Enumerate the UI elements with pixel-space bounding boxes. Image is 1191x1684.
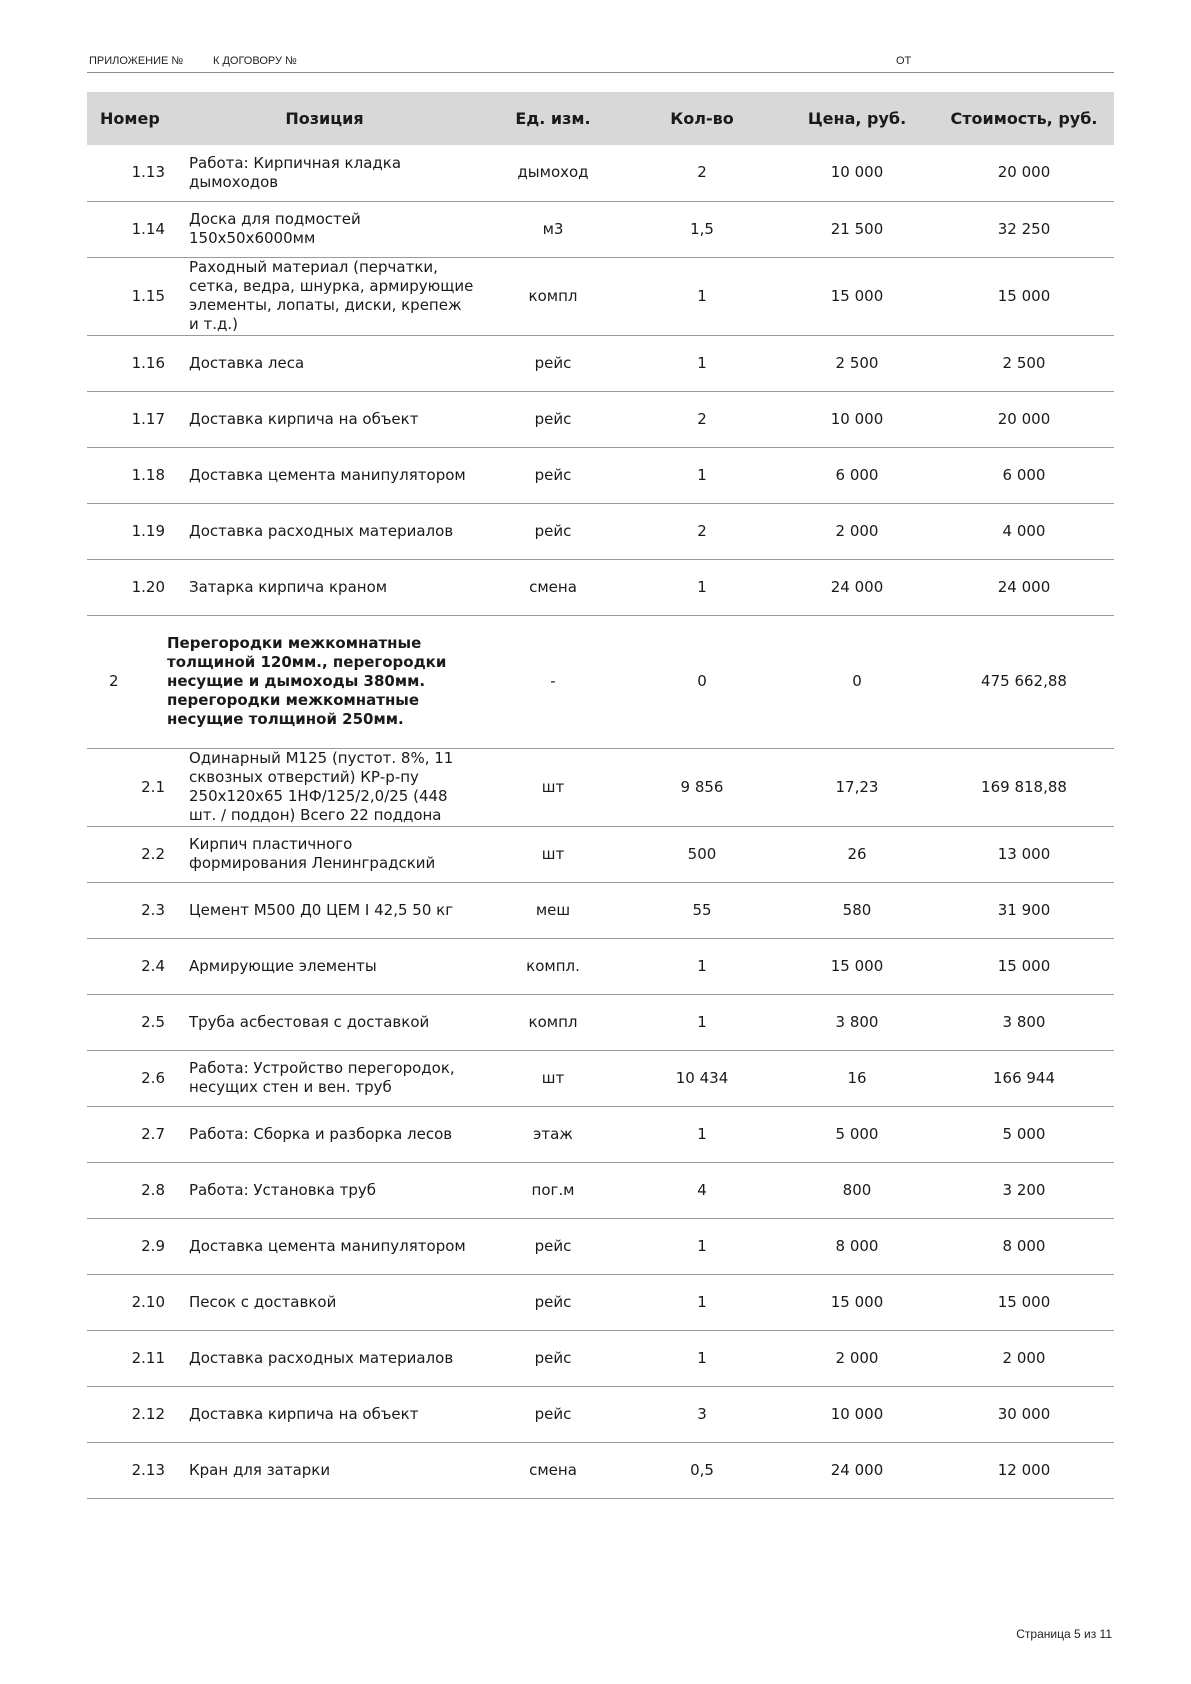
row-number: 1.14: [87, 201, 167, 257]
row-unit: компл: [482, 257, 624, 335]
row-position: Доставка расходных материалов: [167, 1330, 482, 1386]
row-price: 16: [780, 1050, 934, 1106]
row-unit: -: [482, 615, 624, 748]
row-cost: 32 250: [934, 201, 1114, 257]
row-price: 6 000: [780, 447, 934, 503]
row-number: 2.1: [87, 748, 167, 826]
page-header: [87, 55, 1114, 73]
header-divider: [87, 72, 1114, 73]
row-unit: рейс: [482, 1386, 624, 1442]
row-price: 800: [780, 1162, 934, 1218]
row-position: Труба асбестовая с доставкой: [167, 994, 482, 1050]
row-quantity: 500: [624, 826, 780, 882]
row-unit: рейс: [482, 1218, 624, 1274]
table-body: [87, 145, 1114, 1498]
row-quantity: 3: [624, 1386, 780, 1442]
row-cost: 13 000: [934, 826, 1114, 882]
row-position: Доставка леса: [167, 335, 482, 391]
table-row: [87, 447, 1114, 503]
row-position: Доставка цемента манипулятором: [167, 447, 482, 503]
row-unit: меш: [482, 882, 624, 938]
row-quantity: 1: [624, 257, 780, 335]
row-price: 2 000: [780, 503, 934, 559]
row-number: 2.5: [87, 994, 167, 1050]
row-price: 26: [780, 826, 934, 882]
row-price: 2 000: [780, 1330, 934, 1386]
row-position: Песок с доставкой: [167, 1274, 482, 1330]
row-cost: 6 000: [934, 447, 1114, 503]
table-row: [87, 1442, 1114, 1498]
column-header-price: Цена, руб.: [780, 92, 934, 145]
row-number: 2: [87, 615, 167, 748]
row-position: Доставка цемента манипулятором: [167, 1218, 482, 1274]
row-cost: 15 000: [934, 1274, 1114, 1330]
row-price: 10 000: [780, 391, 934, 447]
row-position: Доска для подмостей 150x50x6000мм: [167, 201, 482, 257]
row-unit: смена: [482, 559, 624, 615]
table-row: [87, 1050, 1114, 1106]
column-header-number: Номер: [87, 92, 167, 145]
table-row: [87, 1162, 1114, 1218]
row-cost: 15 000: [934, 257, 1114, 335]
row-cost: 475 662,88: [934, 615, 1114, 748]
table-row: [87, 503, 1114, 559]
row-unit: рейс: [482, 447, 624, 503]
row-cost: 30 000: [934, 1386, 1114, 1442]
row-cost: 169 818,88: [934, 748, 1114, 826]
row-unit: этаж: [482, 1106, 624, 1162]
column-header-quantity: Кол-во: [624, 92, 780, 145]
row-cost: 20 000: [934, 145, 1114, 201]
row-position: Кран для затарки: [167, 1442, 482, 1498]
row-unit: м3: [482, 201, 624, 257]
row-cost: 8 000: [934, 1218, 1114, 1274]
row-cost: 20 000: [934, 391, 1114, 447]
row-quantity: 1: [624, 559, 780, 615]
table-row: [87, 1274, 1114, 1330]
row-cost: 3 200: [934, 1162, 1114, 1218]
table-row: [87, 1386, 1114, 1442]
row-number: 2.6: [87, 1050, 167, 1106]
table-row: [87, 826, 1114, 882]
row-quantity: 0: [624, 615, 780, 748]
table-row: [87, 391, 1114, 447]
row-unit: шт: [482, 826, 624, 882]
row-cost: 12 000: [934, 1442, 1114, 1498]
row-number: 2.2: [87, 826, 167, 882]
table-row: [87, 201, 1114, 257]
row-cost: 31 900: [934, 882, 1114, 938]
row-number: 2.7: [87, 1106, 167, 1162]
row-price: 580: [780, 882, 934, 938]
row-unit: дымоход: [482, 145, 624, 201]
row-quantity: 2: [624, 503, 780, 559]
row-position: Работа: Установка труб: [167, 1162, 482, 1218]
row-position: Доставка кирпича на объект: [167, 1386, 482, 1442]
table-row: [87, 938, 1114, 994]
row-quantity: 9 856: [624, 748, 780, 826]
from-label: ОТ: [896, 55, 912, 67]
table-row: [87, 1330, 1114, 1386]
contract-label: К ДОГОВОРУ №: [213, 55, 297, 67]
row-number: 1.18: [87, 447, 167, 503]
table-row: [87, 1106, 1114, 1162]
row-price: 15 000: [780, 1274, 934, 1330]
row-number: 1.13: [87, 145, 167, 201]
row-position: Одинарный М125 (пустот. 8%, 11 сквозных отверстий) КР-р-пу 250х120х65 1НФ/125/2,0/25 (448 шт. / поддон) Всего 22 поддона: [167, 748, 482, 826]
row-cost: 24 000: [934, 559, 1114, 615]
row-quantity: 2: [624, 391, 780, 447]
appendix-label: ПРИЛОЖЕНИЕ №: [89, 55, 184, 67]
row-price: 3 800: [780, 994, 934, 1050]
row-cost: 2 500: [934, 335, 1114, 391]
row-unit: пог.м: [482, 1162, 624, 1218]
row-quantity: 55: [624, 882, 780, 938]
row-number: 2.3: [87, 882, 167, 938]
row-quantity: 4: [624, 1162, 780, 1218]
row-price: 5 000: [780, 1106, 934, 1162]
table-row: [87, 257, 1114, 335]
table-header: [87, 92, 1114, 145]
row-unit: рейс: [482, 1274, 624, 1330]
row-number: 2.12: [87, 1386, 167, 1442]
row-quantity: 1: [624, 994, 780, 1050]
row-quantity: 1: [624, 1218, 780, 1274]
row-position: Работа: Устройство перегородок, несущих стен и вен. труб: [167, 1050, 482, 1106]
row-number: 2.9: [87, 1218, 167, 1274]
table-row: [87, 1218, 1114, 1274]
row-quantity: 1: [624, 1330, 780, 1386]
row-position: Перегородки межкомнатные толщиной 120мм., перегородки несущие и дымоходы 380мм. перегородки межкомнатные несущие толщиной 250мм.: [167, 615, 482, 748]
row-position: Кирпич пластичного формирования Ленинградский: [167, 826, 482, 882]
table-row: [87, 335, 1114, 391]
row-number: 1.16: [87, 335, 167, 391]
row-price: 21 500: [780, 201, 934, 257]
row-position: Затарка кирпича краном: [167, 559, 482, 615]
column-header-cost: Стоимость, руб.: [934, 92, 1114, 145]
row-number: 2.4: [87, 938, 167, 994]
row-position: Раходный материал (перчатки, сетка, ведра, шнурка, армирующие элементы, лопаты, диски, крепеж и т.д.): [167, 257, 482, 335]
row-unit: рейс: [482, 335, 624, 391]
row-price: 2 500: [780, 335, 934, 391]
row-quantity: 0,5: [624, 1442, 780, 1498]
row-quantity: 1: [624, 335, 780, 391]
row-quantity: 10 434: [624, 1050, 780, 1106]
row-unit: рейс: [482, 391, 624, 447]
row-price: 24 000: [780, 559, 934, 615]
row-price: 10 000: [780, 1386, 934, 1442]
row-unit: шт: [482, 1050, 624, 1106]
row-unit: рейс: [482, 1330, 624, 1386]
row-price: 8 000: [780, 1218, 934, 1274]
row-position: Доставка расходных материалов: [167, 503, 482, 559]
row-price: 15 000: [780, 938, 934, 994]
table-row: [87, 748, 1114, 826]
row-cost: 2 000: [934, 1330, 1114, 1386]
row-price: 24 000: [780, 1442, 934, 1498]
row-quantity: 1: [624, 1106, 780, 1162]
table-row: [87, 145, 1114, 201]
row-price: 0: [780, 615, 934, 748]
row-unit: компл.: [482, 938, 624, 994]
page-number: Страница 5 из 11: [1016, 1627, 1112, 1641]
row-cost: 3 800: [934, 994, 1114, 1050]
estimate-table: [87, 92, 1114, 1499]
row-unit: компл: [482, 994, 624, 1050]
row-number: 1.15: [87, 257, 167, 335]
table-row: [87, 994, 1114, 1050]
row-position: Цемент М500 Д0 ЦЕМ I 42,5 50 кг: [167, 882, 482, 938]
row-unit: рейс: [482, 503, 624, 559]
row-quantity: 2: [624, 145, 780, 201]
row-position: Доставка кирпича на объект: [167, 391, 482, 447]
row-number: 2.8: [87, 1162, 167, 1218]
row-price: 17,23: [780, 748, 934, 826]
row-position: Работа: Кирпичная кладка дымоходов: [167, 145, 482, 201]
row-quantity: 1,5: [624, 201, 780, 257]
column-header-position: Позиция: [167, 92, 482, 145]
table-row: [87, 882, 1114, 938]
table-row: [87, 559, 1114, 615]
row-unit: шт: [482, 748, 624, 826]
row-price: 15 000: [780, 257, 934, 335]
row-quantity: 1: [624, 938, 780, 994]
row-number: 2.13: [87, 1442, 167, 1498]
row-number: 1.19: [87, 503, 167, 559]
row-number: 2.10: [87, 1274, 167, 1330]
row-position: Армирующие элементы: [167, 938, 482, 994]
row-cost: 5 000: [934, 1106, 1114, 1162]
row-number: 2.11: [87, 1330, 167, 1386]
row-quantity: 1: [624, 1274, 780, 1330]
row-quantity: 1: [624, 447, 780, 503]
row-cost: 15 000: [934, 938, 1114, 994]
row-number: 1.17: [87, 391, 167, 447]
row-price: 10 000: [780, 145, 934, 201]
row-unit: смена: [482, 1442, 624, 1498]
column-header-unit: Ед. изм.: [482, 92, 624, 145]
row-cost: 4 000: [934, 503, 1114, 559]
table-row: [87, 615, 1114, 748]
row-position: Работа: Сборка и разборка лесов: [167, 1106, 482, 1162]
row-cost: 166 944: [934, 1050, 1114, 1106]
row-number: 1.20: [87, 559, 167, 615]
